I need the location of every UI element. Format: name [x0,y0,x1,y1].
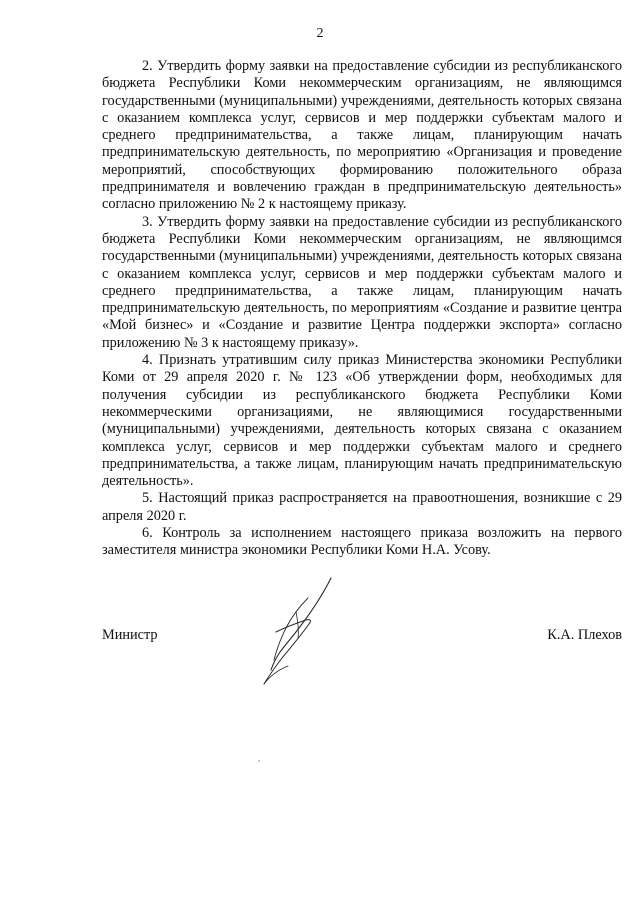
handwritten-signature [236,572,346,692]
signature-block [102,627,622,647]
paragraph-item-2: 2. Утвердить форму заявки на предоставление субсидии из республиканского бюджета Республики Коми некоммерческим организациям, не являющимся государственными (муниципальными) учреждениями, деятельность которых связана с оказанием комплекса услуг, сервисов и мер поддержки субъектам малого и среднего предпринимательства, а также лицам, планирующим начать предпринимательскую деятельность, по мероприятию «Организация и проведение мероприятий, способствующих формированию положительного образа предпринимателя и вовлечению граждан в предпринимательскую деятельность» согласно приложению № 2 к настоящему приказу. [102,58,622,213]
scan-speck [258,760,260,762]
order-body [102,58,622,560]
signatory-name: К.А. Плехов [547,627,622,643]
paragraph-item-6: 6. Контроль за исполнением настоящего приказа возложить на первого заместителя министра экономики Республики Коми Н.А. Усову. [102,525,622,559]
paragraph-item-3: 3. Утвердить форму заявки на предоставление субсидии из республиканского бюджета Республики Коми некоммерческим организациям, не являющимся государственными (муниципальными) учреждениями, деятельность которых связана с оказанием комплекса услуг, сервисов и мер поддержки субъектам малого и среднего предпринимательства, а также лицам, планирующим начать предпринимательскую деятельность, по мероприятиям «Создание и развитие центра «Мой бизнес» и «Создание и развитие Центра поддержки экспорта» согласно приложению № 3 к настоящему приказу». [102,213,622,351]
signatory-title: Министр [102,627,158,643]
paragraph-item-5: 5. Настоящий приказ распространяется на правоотношения, возникшие с 29 апреля 2020 г. [102,490,622,524]
page-number: 2 [316,26,324,41]
paragraph-item-4: 4. Признать утратившим силу приказ Министерства экономики Республики Коми от 29 апреля 2020 г. № 123 «Об утверждении форм, необходимых для получения субсидии из республиканского бюджета Республики Коми некоммерческими организациями, не являющимися государственными (муниципальными) учреждениями, деятельность которых связана с оказанием комплекса услуг, сервисов и мер поддержки субъектам малого и среднего предпринимательства, а также лицам, планирующим начать предпринимательскую деятельность». [102,352,622,490]
